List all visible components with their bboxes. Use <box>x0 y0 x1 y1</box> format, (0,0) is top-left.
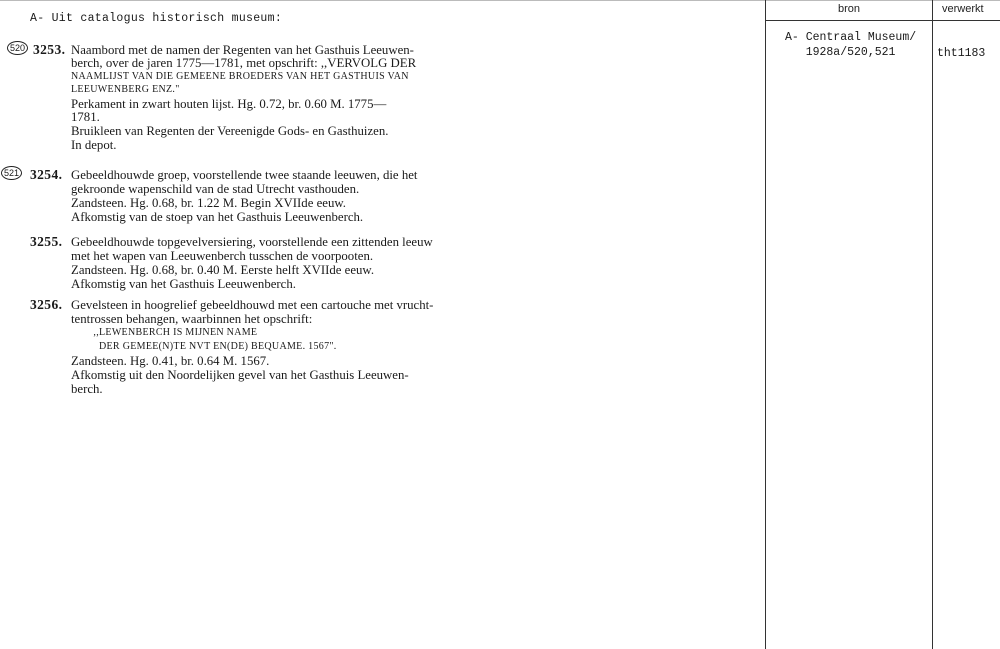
entry-line: Gebeeldhouwde topgevelversiering, voorstellende een zittenden leeuw <box>71 235 433 249</box>
column-header-verwerkt: verwerkt <box>942 3 984 15</box>
entry-line: Perkament in zwart houten lijst. Hg. 0.72, br. 0.60 M. 1775— <box>71 97 387 111</box>
entry-line: LEEUWENBERG ENZ." <box>71 84 180 95</box>
entry-line: met het wapen van Leeuwenberch tusschen de voorpooten. <box>71 249 374 263</box>
entry-line: Zandsteen. Hg. 0.68, br. 1.22 M. Begin XVIIde eeuw. <box>71 196 346 210</box>
entry-line: berch. <box>71 382 103 396</box>
handwritten-mark: 521 <box>1 166 22 180</box>
entry-line: 1781. <box>71 110 100 124</box>
entry-line: berch, over de jaren 1775—1781, met opschrift: ,,VERVOLG DER <box>71 56 417 70</box>
column-header-bron: bron <box>838 3 861 15</box>
column-rule-middle <box>932 0 933 649</box>
entry-line: DER GEMEE(N)TE NVT EN(DE) BEQUAME. 1567". <box>71 341 337 352</box>
entry-line: Zandsteen. Hg. 0.41, br. 0.64 M. 1567. <box>71 354 270 368</box>
entry-line: gekroonde wapenschild van de stad Utrecht vasthouden. <box>71 182 360 196</box>
entry-line: Bruikleen van Regenten der Vereenigde Gods- en Gasthuizen. <box>71 124 389 138</box>
entry-line: Naambord met de namen der Regenten van het Gasthuis Leeuwen- <box>71 43 414 57</box>
entry-line: ,,LEWENBERCH IS MIJNEN NAME <box>71 327 258 338</box>
entry-line: In depot. <box>71 138 117 152</box>
entry-line: NAAMLIJST VAN DIE GEMEENE BROEDERS VAN HET GASTHUIS VAN <box>71 71 409 82</box>
verwerkt-code: tht1183 <box>937 47 986 60</box>
entry-line: Gebeeldhouwde groep, voorstellende twee staande leeuwen, die het <box>71 168 418 182</box>
source-heading: A- Uit catalogus historisch museum: <box>30 12 283 25</box>
entry-line: Afkomstig van het Gasthuis Leeuwenberch. <box>71 277 296 291</box>
entry-number: 3254. <box>30 167 63 182</box>
entry-line: Afkomstig van de stoep van het Gasthuis Leeuwenberch. <box>71 210 364 224</box>
column-rule-left <box>765 0 766 649</box>
entry-number: 3256. <box>30 297 63 312</box>
entry-line: tentrossen behangen, waarbinnen het opschrift: <box>71 312 313 326</box>
entry-line: Gevelsteen in hoogrelief gebeeldhouwd met een cartouche met vrucht- <box>71 298 434 312</box>
handwritten-mark: 520 <box>7 41 28 55</box>
entry-number: 3253. <box>33 42 66 57</box>
entry-number: 3255. <box>30 234 63 249</box>
top-edge <box>0 0 1000 1</box>
entry-line: Zandsteen. Hg. 0.68, br. 0.40 M. Eerste helft XVIIde eeuw. <box>71 263 375 277</box>
header-rule <box>765 20 1000 21</box>
bron-reference: A- Centraal Museum/ 1928a/520,521 <box>785 31 917 59</box>
entry-line: Afkomstig uit den Noordelijken gevel van het Gasthuis Leeuwen- <box>71 368 409 382</box>
